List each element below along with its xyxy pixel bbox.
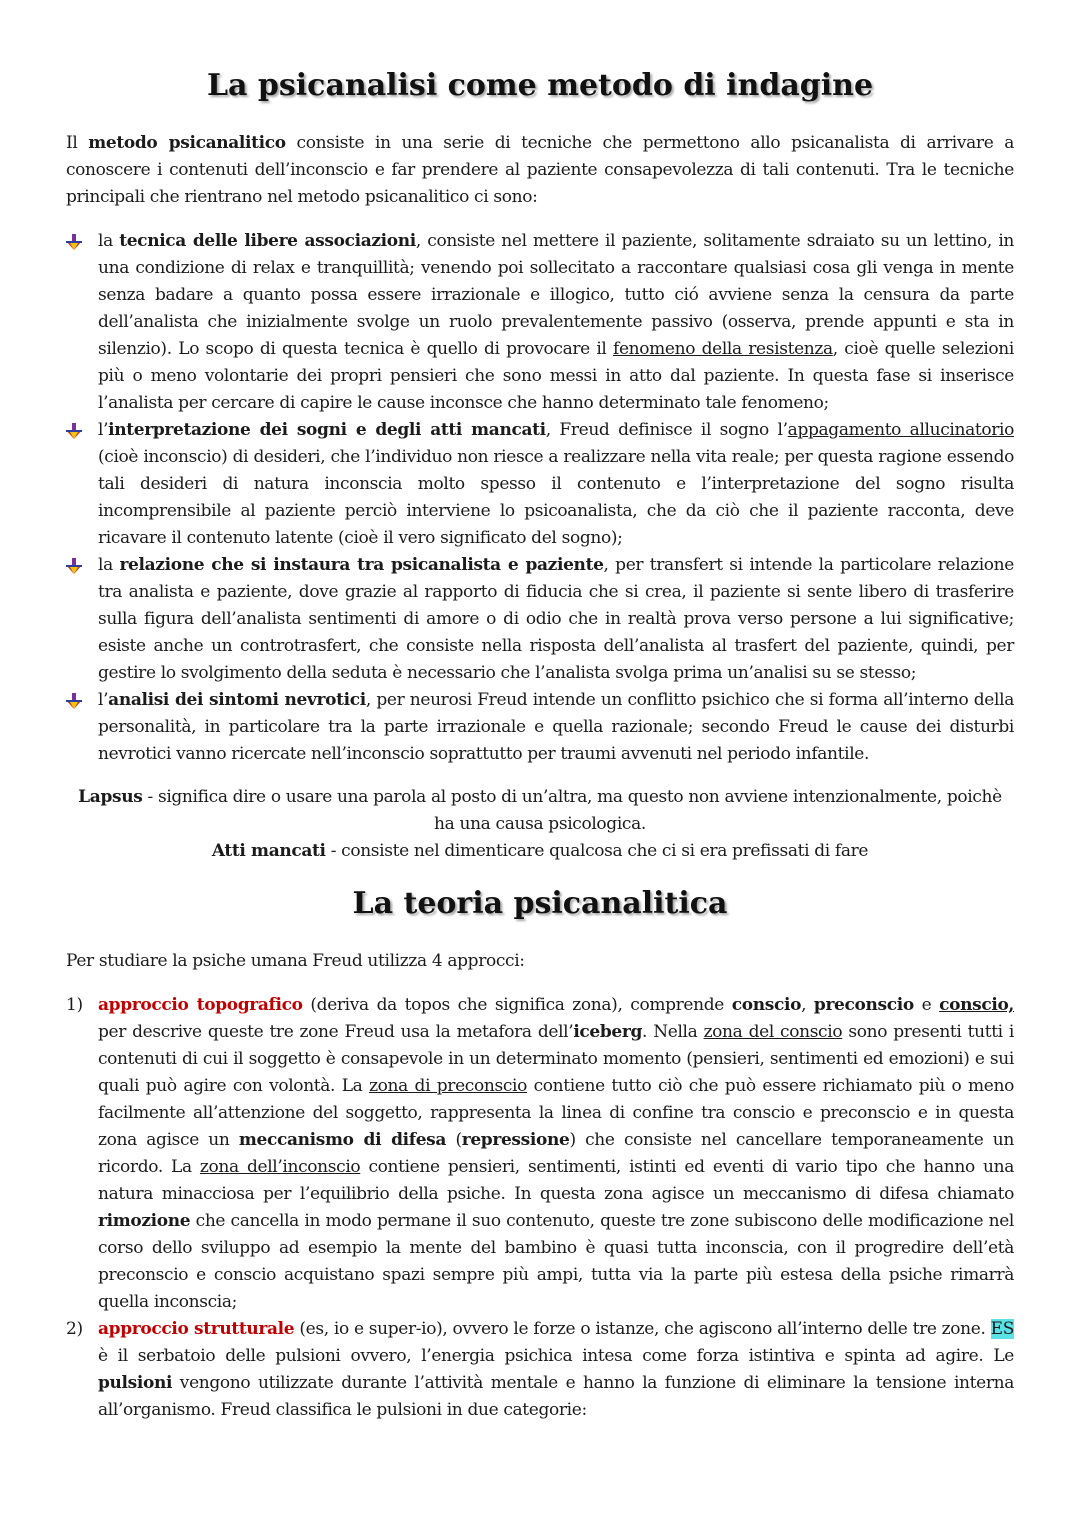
section-title-metodo: La psicanalisi come metodo di indagine <box>206 68 874 103</box>
bold-term: conscio, <box>939 995 1014 1015</box>
bold-term: interpretazione dei sogni e degli atti mancati <box>108 420 546 440</box>
atti-mancati-definition <box>66 838 1014 865</box>
bold-term: analisi dei sintomi nevrotici <box>108 690 366 710</box>
text-span: e <box>913 995 940 1015</box>
text-span: Il <box>66 133 89 153</box>
text-span: . Nella <box>642 1022 704 1042</box>
technique-list <box>66 228 1014 768</box>
text-span: (cioè inconscio) di desideri, che l’individuo non riesce a realizzare nella vita reale; per questa ragione essendo tali desideri di natura inconscia molto spesso il contenuto e l’interpretazione del sogno risulta incomprensibile al paziente perciò interviene lo psicoanalista, che da ciò che il paziente racconta, deve ricavare il contenuto latente (cioè il vero significato del sogno); <box>98 447 1014 548</box>
list-item <box>66 417 1014 552</box>
text-span: consiste in una serie di tecniche che permettono allo psicanalista di arrivare a conoscere i contenuti dell’inconscio e far prendere al paziente consapevolezza di tali contenuti. Tra le tecniche principali che rientrano nel metodo psicanalitico ci sono: <box>66 133 1014 207</box>
text-span: l’ <box>98 420 109 440</box>
bold-term: conscio <box>731 995 802 1015</box>
bold-term: Lapsus <box>78 787 143 807</box>
text-span: , cioè quelle selezioni più o meno volontarie dei propri pensieri che sono messi in atto dal paziente. In questa fase si inserisce l’analista per cercare di capire le cause inconsce che hanno determinato tale fenomeno; <box>98 339 1014 413</box>
list-number: 2) <box>66 1319 83 1339</box>
text-span: l’ <box>98 690 109 710</box>
text-span: , per neurosi Freud intende un conflitto psichico che si forma all’interno della personalità, in particolare tra la parte irrazionale e quella razionale; secondo Freud le cause dei disturbi nevrotici vanno ricercate nell’inconscio soprattutto per traumi avvenuti nel periodo infantile. <box>98 690 1014 764</box>
arrow-bullet-icon <box>66 693 82 709</box>
arrow-bullet-icon <box>66 558 82 574</box>
text-span: è il serbatoio delle pulsioni ovvero, l’energia psichica intesa come forza istintiva e spinta ad agire. Le <box>98 1346 1014 1366</box>
arrow-bullet-icon <box>66 423 82 439</box>
underlined-term: zona di preconscio <box>369 1076 527 1096</box>
underlined-term: appagamento allucinatorio <box>787 420 1014 440</box>
text-span: che cancella in modo permane il suo contenuto, queste tre zone subiscono delle modificazione nel corso dello sviluppo ad esempio la mente del bambino è quasi tutta inconscia, con il progredire dell’età preconscio e conscio acquistano spazi sempre più ampi, tutta via la parte più estesa della psiche rimarrà quella inconscia; <box>98 1211 1014 1312</box>
section-title-teoria: La teoria psicanalitica <box>352 886 728 921</box>
definitions-block <box>66 784 1014 865</box>
text-span: per descrive queste tre zone Freud usa la metafora dell’ <box>98 1022 574 1042</box>
text-span: , consiste nel mettere il paziente, solitamente sdraiato su un lettino, in una condizione di relax e tranquillità; venendo poi sollecitato a raccontare qualsiasi cosa gli venga in mente senza badare a quanto possa essere irrazionale e illogico, tutto ció avviene senza la censura da parte dell’analista che inizialmente svolge un ruolo prevalentemente passivo (osserva, prende appunti e sta in silenzio). Lo scopo di questa tecnica è quello di provocare il <box>98 231 1014 359</box>
red-term: approccio topografico <box>98 995 303 1015</box>
bold-term: preconscio <box>813 995 914 1015</box>
text-span: - consiste nel dimenticare qualcosa che ci si era prefissati di fare <box>325 841 869 861</box>
text-span: (deriva da topos che significa zona), comprende <box>302 995 732 1015</box>
text-span: la <box>98 555 120 575</box>
arrow-bullet-icon <box>66 234 82 250</box>
highlighted-term: ES <box>990 1319 1014 1339</box>
bold-term: Atti mancati <box>211 841 326 861</box>
approaches-intro: Per studiare la psiche umana Freud utilizza 4 approcci: <box>66 951 525 971</box>
bold-term: pulsioni <box>98 1373 173 1393</box>
red-term: approccio strutturale <box>98 1319 295 1339</box>
list-item <box>66 687 1014 768</box>
text-span: (es, io e super-io), ovvero le forze o istanze, che agiscono all’interno delle tre zone. <box>294 1319 991 1339</box>
bold-term: iceberg <box>573 1022 643 1042</box>
list-number: 1) <box>66 995 83 1015</box>
intro-paragraph <box>66 130 1014 211</box>
bold-term: metodo psicanalitico <box>88 133 286 153</box>
list-item <box>66 1316 1014 1424</box>
list-item <box>66 552 1014 687</box>
underlined-term: zona del conscio <box>703 1022 843 1042</box>
text-span: - significa dire o usare una parola al posto di un’altra, ma questo non avviene intenzionalmente, poichè ha una causa psicologica. <box>142 787 1002 834</box>
text-span: contiene pensieri, sentimenti, istinti ed eventi di vario tipo che hanno una natura minacciosa per l’equilibrio della psiche. In questa zona agisce un meccanismo di difesa chiamato <box>98 1157 1014 1204</box>
bold-term: rimozione <box>98 1211 191 1231</box>
text-span: , per transfert si intende la particolare relazione tra analista e paziente, dove grazie al rapporto di fiducia che si crea, il paziente si sente libero di trasferire sulla figura dell’analista sentimenti di amore o di odio che in realtà prova verso persone a lui significative; esiste anche un controtrasfert, che consiste nella risposta dell’analista al trasfert del paziente, quindi, per gestire lo svolgimento della seduta è necessario che l’analista svolga prima un’analisi su se stesso; <box>98 555 1014 683</box>
approaches-list <box>66 992 1014 1424</box>
bold-term: repressione <box>461 1130 570 1150</box>
underlined-term: zona dell’inconscio <box>199 1157 361 1177</box>
text-span: ( <box>446 1130 462 1150</box>
text-span: , <box>801 995 814 1015</box>
text-span: vengono utilizzate durante l’attività mentale e hanno la funzione di eliminare la tensione interna all’organismo. Freud classifica le pulsioni in due categorie: <box>98 1373 1014 1420</box>
underlined-term: fenomeno della resistenza <box>613 339 833 359</box>
bold-term: tecnica delle libere associazioni <box>119 231 416 251</box>
text-span: la <box>98 231 120 251</box>
text-span: ) che consiste nel cancellare temporaneamente un ricordo. La <box>98 1130 1014 1177</box>
text-span: sono presenti tutti i contenuti di cui il soggetto è consapevole in un determinato momento (pensieri, sentimenti ed emozioni) e sui quali può agire con volontà. La <box>98 1022 1014 1096</box>
bold-term: meccanismo di difesa <box>238 1130 447 1150</box>
bold-term: relazione che si instaura tra psicanalista e paziente <box>119 555 604 575</box>
list-item <box>66 228 1014 417</box>
lapsus-definition <box>66 784 1014 838</box>
text-span: , Freud definisce il sogno l’ <box>545 420 788 440</box>
text-span: contiene tutto ciò che può essere richiamato più o meno facilmente all’attenzione del soggetto, rappresenta la linea di confine tra conscio e preconscio e in questa zona agisce un <box>98 1076 1015 1150</box>
list-item <box>66 992 1014 1316</box>
